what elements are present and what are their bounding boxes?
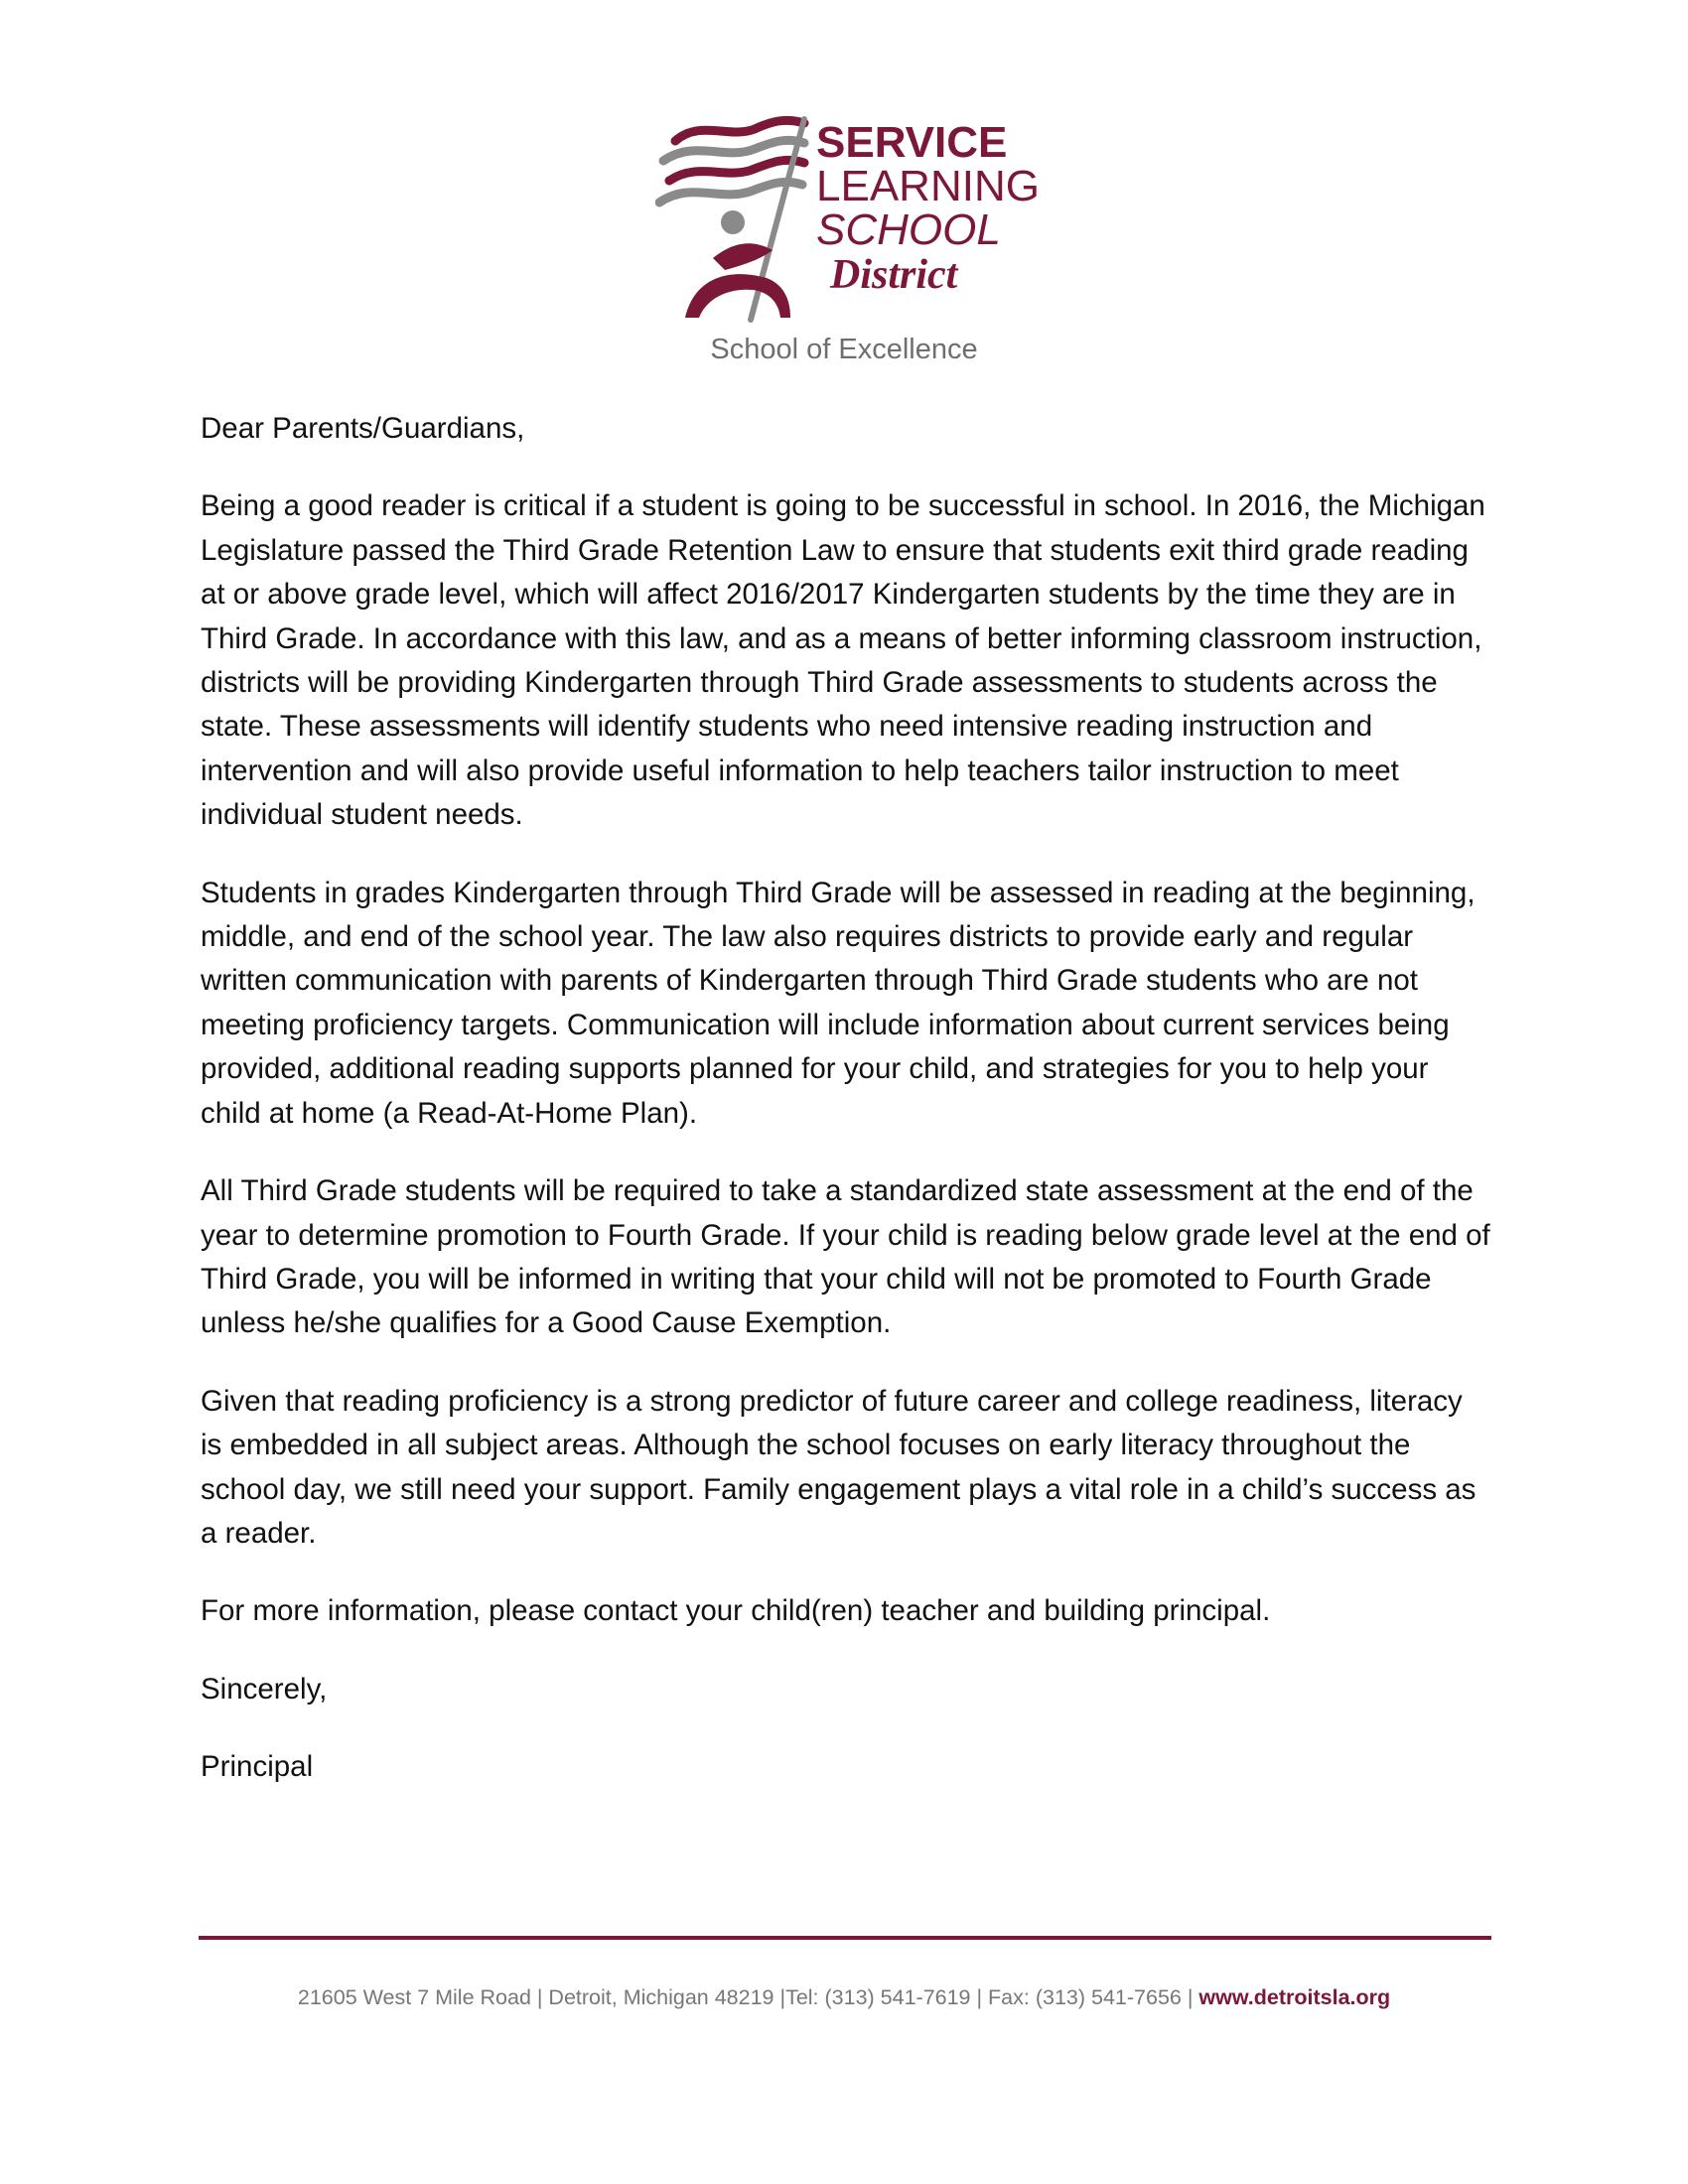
- paragraph-third-grade-assessment: All Third Grade students will be required to take a standardized state assessment at the end of the year to determine promotion to Fourth Grade. If your child is reading below grade level at the end of Third Grade, you will be informed in writing that your child will not be promoted to Fourth Grade unless he/she qualifies for a Good Cause Exemption.: [201, 1174, 1490, 1340]
- school-tagline: School of Excellence: [710, 334, 978, 365]
- logo-text-school: SCHOOL: [816, 205, 1001, 254]
- signature: Principal: [201, 1750, 314, 1784]
- paragraph-assessments: Students in grades Kindergarten through Third Grade will be assessed in reading at the beginning, middle, and end of the school year. The law also requires districts to provide early and regular written communication with parents of Kindergarten through Third Grade students who are not meeting proficiency targets. Communication will include information about current services being provided, additional reading supports planned for your child, and strategies for you to help your child at home (a Read-At-Home Plan).: [201, 876, 1476, 1130]
- school-logo: [655, 109, 1043, 328]
- footer-website-link[interactable]: www.detroitsla.org: [1198, 1985, 1391, 2009]
- paragraph-family-engagement: Given that reading proficiency is a strong predictor of future career and college readiness, literacy is embedded in all subject areas. Although the school focuses on early literacy throughout the school day, we still need your support. Family engagement plays a vital role in a child’s success as a reader.: [201, 1384, 1477, 1550]
- logo-text-learning: LEARNING: [816, 162, 1040, 210]
- paragraph-reading-importance: Being a good reader is critical if a student is going to be successful in school. In 2016, the Michigan Legislature passed the Third Grade Retention Law to ensure that students exit third grade reading at or above grade level, which will affect 2016/2017 Kindergarten students by the time they are in Third Grade. In accordance with this law, and as a means of better informing classroom instruction, districts will be providing Kindergarten through Third Grade assessments to students across the state. These assessments will identify students who need intensive reading instruction and intervention and will also provide useful information to help teachers tailor instruction to meet individual student needs.: [201, 489, 1485, 832]
- logo-text-district: District: [830, 252, 958, 298]
- salutation: Dear Parents/Guardians,: [201, 412, 525, 445]
- letter-body: [201, 407, 1491, 1824]
- footer-address: 21605 West 7 Mile Road | Detroit, Michigan 48219 |Tel: (313) 541-7619 | Fax: (313) 541-7656 |: [297, 1985, 1199, 2009]
- paragraph-contact: For more information, please contact your child(ren) teacher and building principal.: [201, 1594, 1271, 1628]
- logo-text-service: SERVICE: [816, 118, 1008, 167]
- footer-divider: [199, 1936, 1491, 1940]
- footer-contact: [0, 1985, 1688, 2010]
- service-learning-flag-logo-icon: [655, 109, 1043, 328]
- closing: Sincerely,: [201, 1672, 328, 1706]
